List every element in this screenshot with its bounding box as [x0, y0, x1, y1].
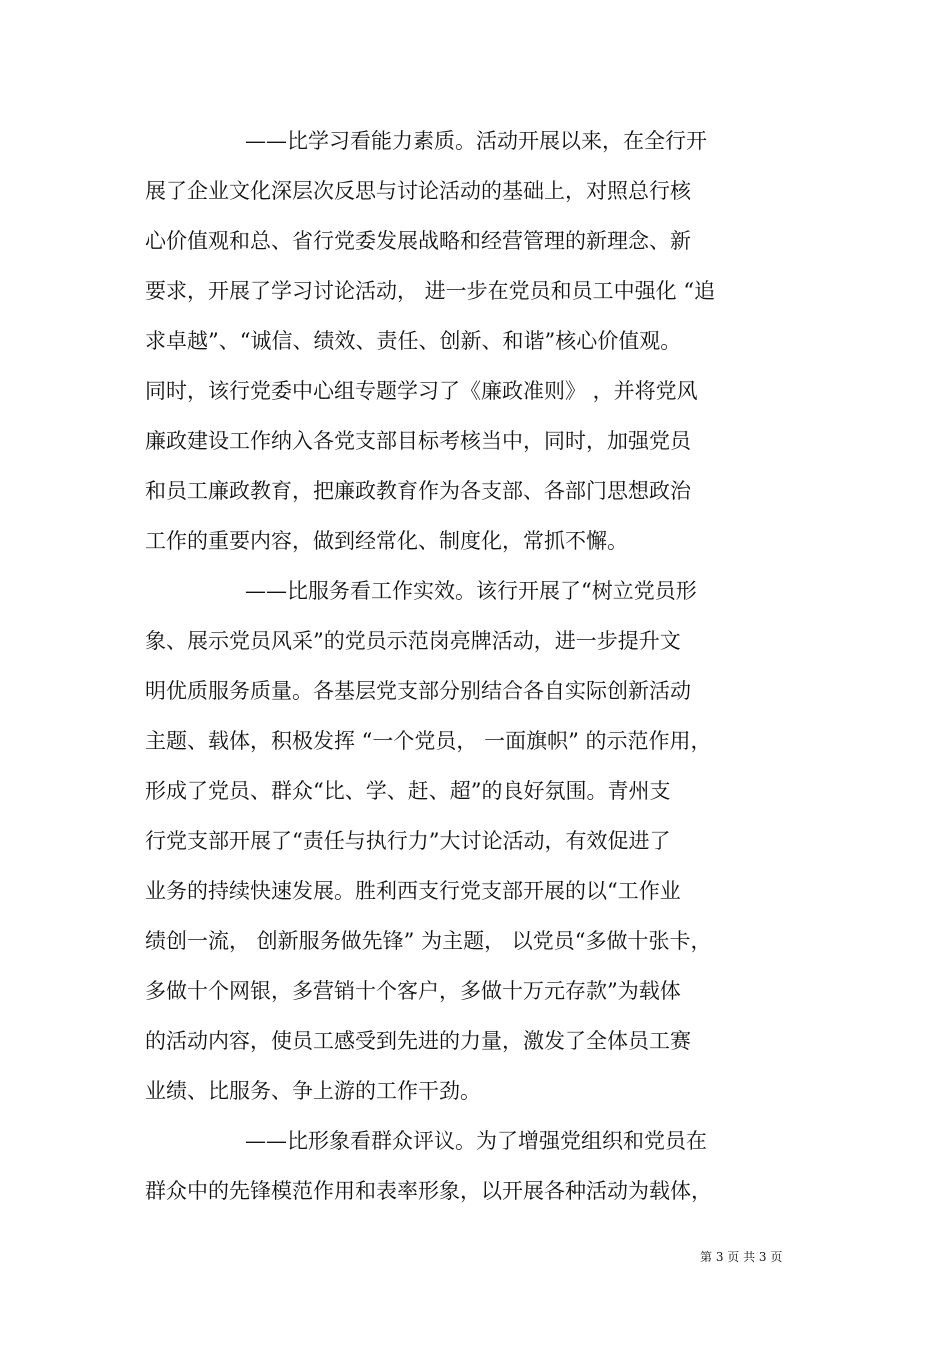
- text-line: 群众中的先锋模范作用和表率形象，以开展各种活动为载体，: [145, 1179, 712, 1203]
- text-line: 心价值观和总、省行党委发展战略和经营管理的新理念、新: [145, 229, 691, 253]
- text-line: 行党支部开展了“责任与执行力”大讨论活动，有效促进了: [145, 829, 671, 853]
- text-line: 工作的重要内容，做到经常化、制度化，常抓不懈。: [145, 529, 628, 553]
- text-line: 主题、载体，积极发挥 “一个党员， 一面旗帜” 的示范作用，: [145, 729, 712, 753]
- text-line: 廉政建设工作纳入各党支部目标考核当中，同时，加强党员: [145, 429, 691, 453]
- text-line: 形成了党员、群众“比、学、赶、超”的良好氛围。青州支: [145, 779, 671, 803]
- page-footer: 第 3 页 共 3 页: [700, 1250, 783, 1264]
- text-line: ——比服务看工作实效。该行开展了“树立党员形: [245, 579, 697, 603]
- text-line: 的活动内容，使员工感受到先进的力量，激发了全体员工赛: [145, 1029, 691, 1053]
- text-line: 明优质服务质量。各基层党支部分别结合各自实际创新活动: [145, 679, 691, 703]
- text-line: 同时，该行党委中心组专题学习了《廉政准则》 ，并将党风: [145, 379, 698, 403]
- text-line: 和员工廉政教育，把廉政教育作为各支部、各部门思想政治: [145, 479, 691, 503]
- text-line: 展了企业文化深层次反思与讨论活动的基础上，对照总行核: [145, 179, 691, 203]
- text-line: 多做十个网银，多营销十个客户，多做十万元存款”为载体: [145, 979, 681, 1003]
- text-line: ——比学习看能力素质。活动开展以来，在全行开: [245, 129, 707, 153]
- text-line: 业绩、比服务、争上游的工作干劲。: [145, 1079, 481, 1103]
- text-line: 业务的持续快速发展。胜利西支行党支部开展的以“工作业: [145, 879, 681, 903]
- text-line: ——比形象看群众评议。为了增强党组织和党员在: [245, 1129, 707, 1153]
- text-line: 要求，开展了学习讨论活动， 进一步在党员和员工中强化 “追: [145, 279, 716, 303]
- text-line: 象、展示党员风采”的党员示范岗亮牌活动，进一步提升文: [145, 629, 681, 653]
- text-line: 绩创一流， 创新服务做先锋” 为主题， 以党员“多做十张卡，: [145, 929, 712, 953]
- text-line: 求卓越”、“诚信、绩效、责任、创新、和谐”核心价值观。: [145, 329, 682, 353]
